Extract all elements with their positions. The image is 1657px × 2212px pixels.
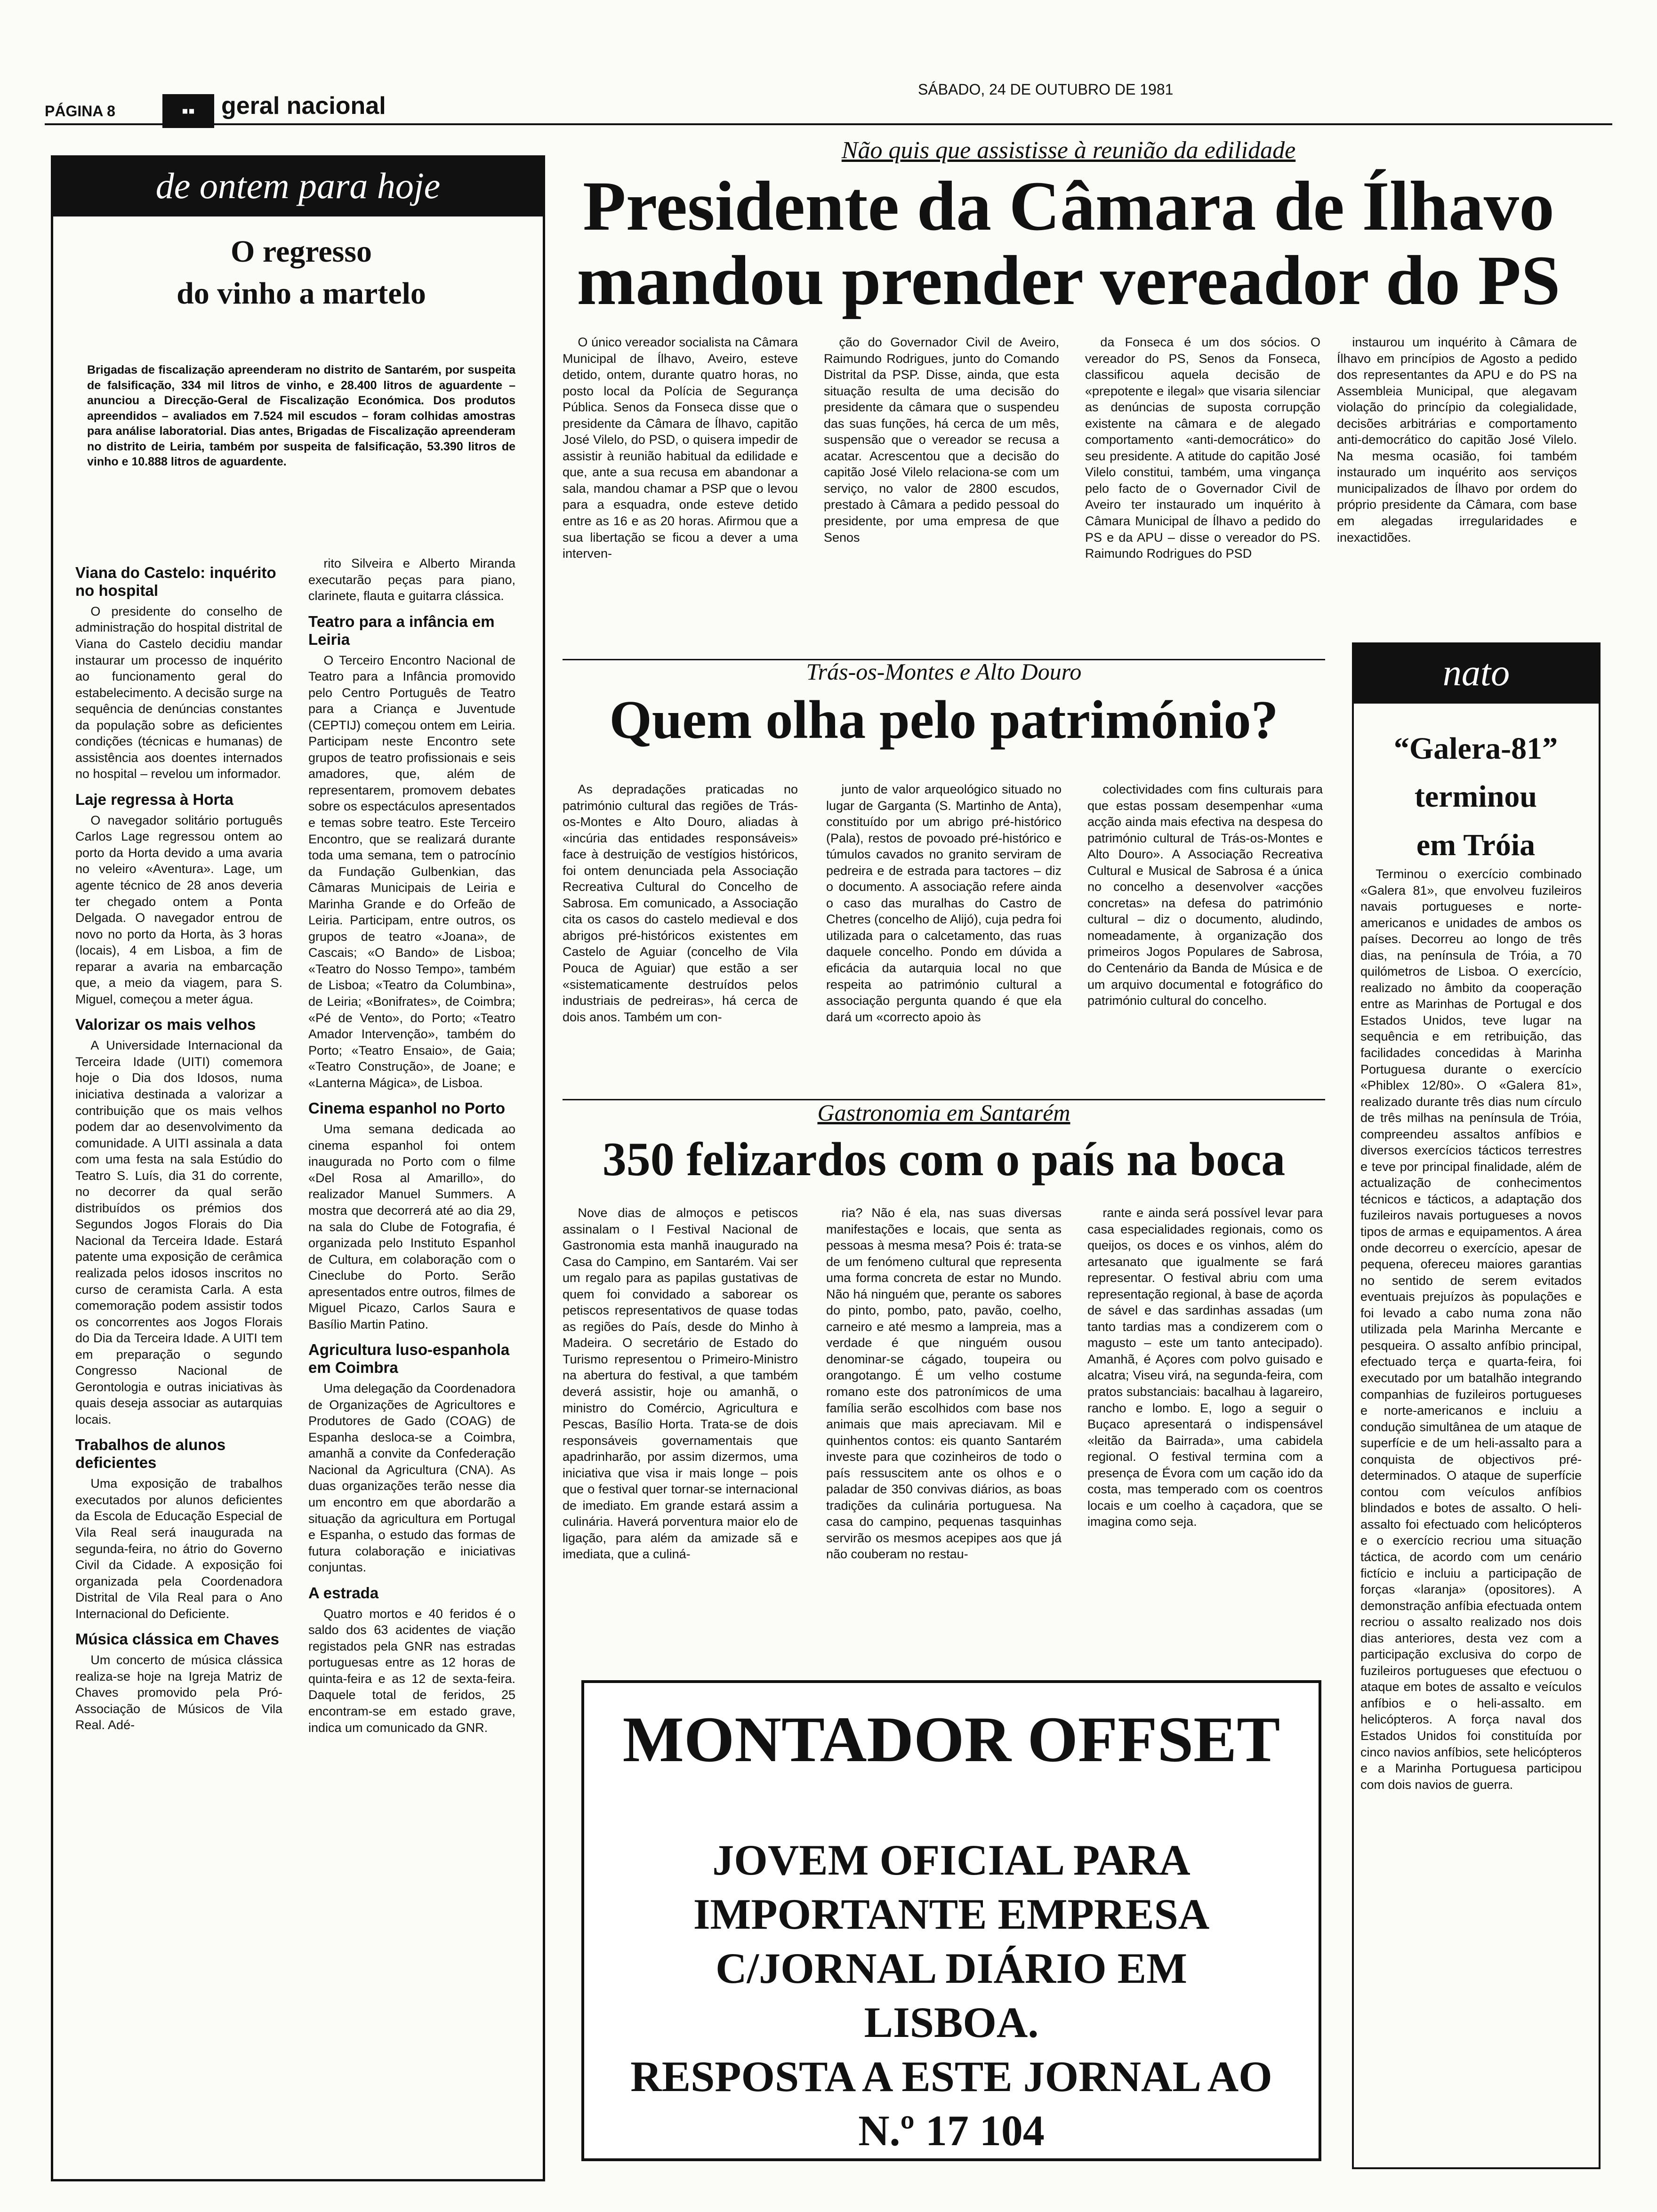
brief-heading: Valorizar os mais velhos bbox=[75, 1016, 256, 1034]
nato-body bbox=[1360, 866, 1582, 1795]
story3-col2: ria? Não é ela, nas suas diversas manifestações e locais, que senta as pessoas à mesma mesa? Pois é: trata-se de um fenómeno cultural que representa uma forma concreta de estar no Mundo. Não há ninguém que, perante os sabores do pinto, pombo, pato, pavão, coelho, carneiro e até mesmo a lampreia, mas a verdade é que ninguém ousou denominar-se cágado, toupeira ou orangotango. É um velho costume romano este dos patronímicos de uma família serão escolhidos com base nos animais que mais apreciavam. Mil e quinhentos contos: eis quanto Santarém investe para que cozinheiros de todo o país ressuscitem ante os olhos e o paladar de 350 convivas diários, as boas tradições da culinária portuguesa. Na casa do campino, pequenas tasquinhas servirão os mesmos acepipes aos que já não couberam no restau- bbox=[826, 1206, 1062, 1562]
story3-kicker: Gastronomia em Santarém bbox=[817, 1099, 1070, 1126]
ad-line5: RESPOSTA A ESTE JORNAL AO bbox=[630, 2052, 1272, 2100]
lede-text: Brigadas de fiscalização apreenderam no distrito de Santarém, por suspeita de falsificação, 334 mil litros de vinho, e 28.400 litros de aguardente – anunciou a Direcção-Geral de Fiscalização Económica. Dos produtos apreendidos – avaliados em 7.524 mil escudos – foram colhidas amostras para análise laboratorial. Dias antes, Brigadas de Fiscalização apreenderam no distrito de Leiria, também por suspeita de falsificação, 53.390 litros de vinho e 10.888 litros de aguardente. bbox=[87, 363, 515, 468]
ad-line6: N.º 17 104 bbox=[858, 2107, 1045, 2155]
masthead-rule bbox=[45, 123, 1612, 125]
feature-lede bbox=[87, 362, 515, 472]
brief-heading: Teatro para a infância em Leiria bbox=[308, 612, 495, 648]
story1-col2: ção do Governador Civil de Aveiro, Raimundo Rodrigues, junto do Comando Distrital da PSP. Disse, ainda, que esta situação resulta de uma decisão do presidente da câmara que o suspendeu das suas funções, há cerca de um mês, suspensão que o vereador se recusa a acatar. Acrescentou que a decisão do capitão José Vilelo relaciona-se com um serviço, no valor de 2800 escudos, prestado à Câmara a pedido pessoal do presidente, por uma empresa de que Senos bbox=[824, 335, 1059, 545]
ad-body bbox=[584, 1833, 1319, 2158]
story2-col1: As depradações praticadas no património cultural das regiões de Trás-os-Montes e Alto Douro, aliadas à «incúria das entidades responsáveis» face à destruição de vestígios históricos, foi ontem denunciada pela Associação Recreativa Cultural do Concelho de Sabrosa. Em comunicado, a Associação cita os casos do castelo medieval e dos abrigos pré-históricos existentes em Castelo de Aguiar (concelho de Vila Pouca de Aguiar) que estão a ser «sistematicamente destruídos pelos industriais de pedreiras», há cerca de dois anos. Também um con- bbox=[563, 782, 798, 1024]
brief-heading: Trabalhos de alunos deficientes bbox=[75, 1436, 226, 1472]
left-banner bbox=[51, 155, 545, 216]
brief-body: Quatro mortos e 40 feridos é o saldo dos 63 acidentes de viação registados pela GNR nas estradas portuguesas entre as 12 horas de quinta-feira e as 12 de sexta-feira. Daquele total de feridos, 25 encontram-se em estado grave, indica um comunicado da GNR. bbox=[308, 1606, 515, 1735]
nato-title-line3: em Tróia bbox=[1416, 827, 1536, 862]
story3-headline: 350 felizardos com o país na boca bbox=[602, 1133, 1286, 1186]
brief-body: Uma exposição de trabalhos executados por alunos deficientes da Escola de Educação Especial de Vila Real será inaugurada na segunda-feira, no átrio do Governo Civil da Cidade. A exposição foi organizada pela Coordenadora Distrital de Vila Real para o Ano Internacional do Deficiente. bbox=[75, 1476, 282, 1621]
feature-title-line2: do vinho a martelo bbox=[177, 276, 426, 311]
story1-col3: da Fonseca é um dos sócios. O vereador do PS, Senos da Fonseca, classificou aquela decisão de «prepotente e ilegal» que visaria silenciar as denúncias de suposta corrupção existente na câmara e de alegado comportamento «anti-democrático» do seu presidente. A atitude do capitão José Vilelo constitui, também, uma vingança pelo facto de o Governador Civil de Aveiro ter instaurado um inquérito à Câmara Municipal de Ílhavo a pedido do PS e da APU – disse o vereador do PS. Raimundo Rodrigues do PSD bbox=[1085, 335, 1320, 561]
story3-col3: rante e ainda será possível levar para casa especialidades regionais, como os queijos, os doces e os vinhos, além do artesanato que igualmente se fará representar. O festival abriu com uma representação regional, à base de açorda de sável e das sardinhas assadas (um tanto tardias mas a condizerem com o magusto – este um tanto antecipado). Amanhã, é Açores com polvo guisado e alcatra; Viseu virá, na segunda-feira, com pratos substanciais: bacalhau à lagareiro, rancho e lombo. E, logo a seguir o Buçaco apresentará o indispensável «leitão da Bairrada», uma cabidela regional. O festival termina com a presença de Évora com um cação ido da costa, mas temperado com os coentros locais e um coelho à caçadora, que se imagina como seja. bbox=[1087, 1206, 1323, 1529]
left-column-2 bbox=[308, 555, 515, 1738]
story1-body bbox=[563, 334, 1631, 654]
page-label: PÁGINA 8 bbox=[45, 103, 115, 120]
brief-heading: A estrada bbox=[308, 1584, 379, 1602]
brief-body: O navegador solitário português Carlos Lage regressou ontem ao porto da Horta devido a uma avaria no veleiro «Aventura». Lage, um agente técnico de 28 anos deveria ter chegado ontem a Ponta Delgada. O navegador entrou de novo no porto da Horta, às 3 horas (locais), 4 em Lisboa, a fim de reparar a avaria na embarcação que, a meio da viagem, para S. Miguel, começou a meter água. bbox=[75, 813, 282, 1006]
ad-line2: IMPORTANTE EMPRESA bbox=[693, 1890, 1210, 1938]
brief-body: rito Silveira e Alberto Miranda executarão peças para piano, clarinete, flauta e guitarra clássica. bbox=[308, 556, 515, 603]
brief-body: O presidente do conselho de administração do hospital distrital de Viana do Castelo decidiu mandar instaurar um processo de inquérito ao funcionamento geral do estabelecimento. A decisão surge na sequência de denúncias constantes da população sobre as deficientes condições (técnicas e humanas) de assistência aos doentes internados no hospital – revelou um informador. bbox=[75, 604, 282, 781]
brief-heading: Viana do Castelo: inquérito no hospital bbox=[75, 564, 276, 599]
story1-kicker: Não quis que assistisse à reunião da edilidade bbox=[841, 137, 1296, 164]
brief-heading: Música clássica em Chaves bbox=[75, 1630, 279, 1648]
feature-title-line1: O regresso bbox=[231, 234, 372, 269]
nato-banner-title: nato bbox=[1442, 652, 1510, 694]
story2-body bbox=[563, 781, 1325, 1092]
brief-heading: Agricultura luso-espanhola em Coimbra bbox=[308, 1341, 510, 1377]
brief-heading: Cinema espanhol no Porto bbox=[308, 1099, 506, 1117]
story2-headline: Quem olha pelo património? bbox=[609, 690, 1279, 750]
nato-title-line2: terminou bbox=[1414, 779, 1537, 814]
section-title: geral nacional bbox=[221, 92, 386, 120]
story3-col1: Nove dias de almoços e petiscos assinalam o I Festival Nacional de Gastronomia esta manhã inaugurado na Casa do Campino, em Santarém. Vai ser um regalo para as papilas gustativas de quem foi convidado a saborear os petiscos representativos de quase todas as regiões do País, desde do Minho à Madeira. O secretário de Estado do Turismo representou o Primeiro-Ministro na abertura do festival, a que também deverá assistir, hoje ou amanhã, o ministro do Comércio, Agricultura e Pescas, Basílio Horta. Trata-se de dois responsáveis governamentais que apadrinharão, por assim dizermos, uma iniciativa que visa ir mais longe – pois que o festival quer tornar-se internacional de imediato. Em grande estará assim a culinária. Haverá porventura maior elo de ligação, para além da amizade sã e imediata, que a culiná- bbox=[563, 1206, 798, 1562]
ad-line4: LISBOA. bbox=[864, 1998, 1039, 2046]
brief-body: Uma semana dedicada ao cinema espanhol foi ontem inaugurada no Porto com o filme «Del Rosa al Amarillo», do realizador Manuel Summers. A mostra que decorrerá até ao dia 29, na sala do Clube de Fotografia, é organizada pelo Instituto Espanhol de Cultura, em colaboração com o Cineclube do Porto. Serão apresentados entre outros, filmes de Miguel Picazo, Carlos Saura e Basílio Martin Patino. bbox=[308, 1122, 515, 1331]
story2-kicker: Trás-os-Montes e Alto Douro bbox=[806, 658, 1082, 685]
story2-col3: colectividades com fins culturais para que estas possam desempenhar «uma acção ainda mais efectiva na despesa do património cultural de Trás-os-Montes e Alto Douro». A Associação Recreativa Cultural e Musical de Sabrosa é a única no concelho a desenvolver «acções concretas» na defesa do património cultural – diz o documento, aludindo, nomeadamente, à organização dos primeiros Jogos Populares de Sabrosa, do Centenário da Banda de Música e de um arquivo documental e fotográfico do património cultural do concelho. bbox=[1087, 782, 1323, 1008]
section-logo-icon: ▪▪ bbox=[162, 94, 214, 128]
story1-col1: O único vereador socialista na Câmara Municipal de Ílhavo, Aveiro, esteve detido, ontem, durante quatro horas, no posto local da Polícia de Segurança Pública. Senos da Fonseca disse que o presidente da Câmara de Ílhavo, capitão José Vilelo, do PSD, o quisera impedir de assistir à reunião habitual da edilidade e que, ante a sua recusa em abandonar a sala, mandou chamar a PSP que o levou para a esquadra, onde esteve detido entre as 16 e as 20 horas. Afirmou que a sua libertação se ficou a dever a uma interven- bbox=[563, 335, 798, 561]
story1-headline-line1: Presidente da Câmara de Ílhavo bbox=[583, 167, 1554, 245]
story2-col2: junto de valor arqueológico situado no lugar de Garganta (S. Martinho de Anta), constituído por um abrigo pré-histórico (Pala), restos de povoado pré-histórico e túmulos cavados no granito serviram de pedreira e de estrada para tactores – diz o documento. A associação refere ainda o caso das muralhas do Castro de Chetres (concelho de Alijó), cuja pedra foi utilizada para o calcetamento, das ruas daquele concelho. Pondo em dúvida a eficácia da autarquia local no que respeita ao património cultural a associação pergunta quando é que ela dará um «correcto apoio às bbox=[826, 782, 1062, 1024]
nato-title bbox=[1356, 725, 1596, 869]
brief-body: Uma delegação da Coordenadora de Organizações de Agricultores e Produtores de Gado (COAG) de Espanha desloca-se a Coimbra, amanhã a convite da Confederação Nacional da Agricultura (CNA). As duas organizações terão nesse dia um encontro em que abordarão a situação da agricultura em Portugal e Espanha, o estudo das formas de futura colaboração e iniciativas conjuntas. bbox=[308, 1381, 515, 1575]
feature-title bbox=[71, 231, 532, 314]
nato-body-text: Terminou o exercício combinado «Galera 81», que envolveu fuzileiros navais portugueses e norte-americanos e unidades de ambos os países. Decorreu ao longo de três dias, na península de Tróia, a 70 quilómetros de Lisboa. O exercício, realizado no âmbito da cooperação entre as Marinhas de Portugal e dos Estados Unidos, teve lugar na sequência e em retribuição, das facilidades concedidas à Marinha Portuguesa durante o exercício «Phiblex 12/80». O «Galera 81», realizado durante três dias num círculo de três milhas na península de Tróia, compreendeu assaltos anfíbios e diversos exercícios tácticos terrestres e teve por principal finalidade, além de actualização de conhecimentos técnicos e tácticos, a adaptação dos fuzileiros navais portugueses a novos tipos de armas e equipamentos. A área onde decorreu o exercício, apesar de pequena, ofereceu maiores garantias no sentido de serem evitados eventuais prejuízos às populações e foi levado a cabo numa zona não utilizada pela Marinha Mercante e pesqueira. O assalto anfíbio principal, efectuado terça e quarta-feira, foi executado por um batalhão integrando companhias de fuzileiros portugueses e norte-americanos e incluiu a condução simultânea de um ataque de superfície e de um heli-assalto para a conquista de objectivos pré-determinados. O ataque de superfície contou com veículos anfíbios blindados e botes de assalto. O heli-assalto foi efectuado com helicópteros e o exercício recriou uma situação táctica, de acordo com um cenário fictício e incluiu a participação de forças «laranja» (opositores). A demonstração anfíbia efectuada ontem recriou o assalto realizado nos dois dias anteriores, desta vez com a participação exclusiva do corpo de fuzileiros portugueses que efectuou o ataque em botes de assalto e veículos anfíbios e o heli-assalto. em helicópteros. A força naval dos Estados Unidos foi constituída por cinco navios anfíbios, sete helicópteros e a Marinha Portuguesa participou com dois navios de guerra. bbox=[1360, 867, 1582, 1792]
brief-body: A Universidade Internacional da Terceira Idade (UITI) comemora hoje o Dia dos Idosos, numa iniciativa destinada a valorizar a contribuição que os mais velhos podem dar ao desenvolvimento da comunidade. A UITI assinala a data com uma festa na sala Estúdio do Teatro S. Luís, dia 31 do corrente, no decorrer da qual serão distribuídos os prémios dos Segundos Jogos Florais do Dia Nacional da Terceira Idade. Estará patente uma exposição de cerâmica realizada pelos idosos inscritos no curso de ceramista Carla. A esta comemoração podem assistir todos os concorrentes aos Jogos Florais do Dia da Terceira Idade. A UITI tem em preparação o segundo Congresso Nacional de Gerontologia e outras iniciativas às quais deseja associar as autarquias locais. bbox=[75, 1038, 282, 1427]
ad-line3: C/JORNAL DIÁRIO EM bbox=[716, 1944, 1187, 1992]
ad-title: MONTADOR OFFSET bbox=[622, 1703, 1280, 1775]
story1-col4: instaurou um inquérito à Câmara de Ílhavo em princípios de Agosto a pedido dos representantes da APU e do PS na Assembleia Municipal, que alegavam violação do princípio da colegialidade, decisões arbitrárias e comportamento anti-democrático do capitão José Vilelo. Na mesma ocasião, foi também instaurado um inquérito aos serviços municipalizados de Ílhavo por ordem do próprio presidente da Câmara, com base em alegadas irregularidades e inexactidões. bbox=[1337, 335, 1577, 545]
classified-ad bbox=[581, 1680, 1321, 2161]
brief-body: O Terceiro Encontro Nacional de Teatro para a Infância promovido pelo Centro Português de Teatro para a Criança e Juventude (CEPTIJ) começou ontem em Leiria. Participam neste Encontro sete grupos de teatro profissionais e seis amadores, que, além de representarem, promovem debates sobre os espectáculos apresentados e temas sobre teatro. Este Terceiro Encontro, que se realizará durante toda uma semana, tem o patrocínio da Fundação Gulbenkian, das Câmaras Municipais de Leiria e Marinha Grande e do Orfeão de Leiria. Participam, entre outros, os grupos de teatro «Joana», de Cascais; «O Bando» de Lisboa; «Teatro do Nosso Tempo», também de Lisboa; «Teatro da Columbina», de Leiria; «Bonifrates», de Coimbra; «Pé de Vento», do Porto; «Teatro Amador Intervenção», também do Porto; «Teatro Ensaio», de Gaia; «Teatro Construção», de Joane; e «Lanterna Mágica», de Lisboa. bbox=[308, 653, 515, 1090]
brief-heading: Laje regressa à Horta bbox=[75, 790, 233, 808]
nato-banner bbox=[1352, 642, 1601, 704]
brief-body: Um concerto de música clássica realiza-se hoje na Igreja Matriz de Chaves promovido pela Pró-Associação de Músicos de Vila Real. Adé- bbox=[75, 1653, 282, 1732]
story1-headline bbox=[555, 169, 1582, 318]
story3-body bbox=[563, 1205, 1325, 1657]
left-column-1 bbox=[75, 555, 282, 1735]
banner-title: de ontem para hoje bbox=[155, 165, 441, 206]
date-line: SÁBADO, 24 DE OUTUBRO DE 1981 bbox=[918, 81, 1174, 98]
ad-line1: JOVEM OFICIAL PARA bbox=[712, 1836, 1190, 1884]
nato-title-line1: “Galera-81” bbox=[1393, 731, 1558, 766]
story1-headline-line2: mandou prender vereador do PS bbox=[577, 241, 1560, 320]
